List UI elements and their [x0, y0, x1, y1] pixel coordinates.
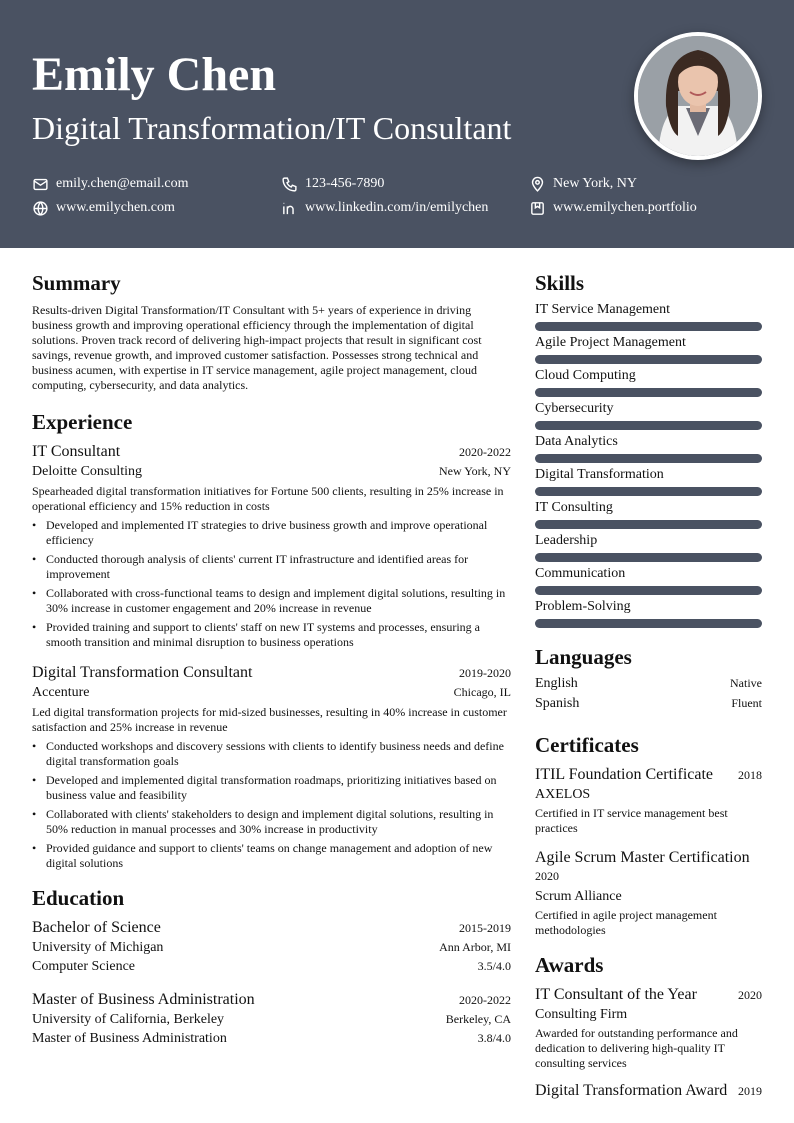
summary-text: Results-driven Digital Transformation/IT Consultant with 5+ years of experience in driving business growth and improving operational efficiency through the implementation of digital solutions. Proven track record of delivering high-impact projects that result in significant cost savings, revenue growth, and improved customer satisfaction. Possesses strong technical and business acumen, with expertise in IT service management, agile project management, cloud computing, cybersecurity, and data analytics. — [32, 303, 482, 392]
certificate-year: 2018 — [738, 768, 762, 782]
awards-heading: Awards — [535, 953, 604, 977]
candidate-title: Digital Transformation/IT Consultant — [32, 110, 512, 146]
skill-bar — [535, 619, 762, 628]
job-bullet: • Conducted thorough analysis of clients' current IT infrastructure and identified areas for improvement — [32, 552, 511, 582]
resume-header — [0, 0, 794, 248]
education-heading: Education — [32, 886, 125, 910]
language-name: Spanish — [535, 696, 580, 711]
skill-bar — [535, 421, 762, 430]
certificate-item — [535, 848, 762, 938]
award-item — [535, 985, 762, 1071]
award-desc: Awarded for outstanding performance and dedication to delivering high-quality IT consulting services — [535, 1026, 738, 1070]
education-field: Master of Business Administration — [32, 1031, 227, 1046]
linkedin-icon — [281, 200, 298, 217]
certificate-issuer: Scrum Alliance — [535, 889, 622, 904]
job-location: New York, NY — [438, 464, 511, 478]
skill-bar — [535, 355, 762, 364]
certificate-issuer: AXELOS — [535, 787, 591, 802]
education-field: Computer Science — [32, 959, 136, 974]
job-bullets — [32, 739, 511, 871]
job-bullet: • Conducted workshops and discovery sessions with clients to identify business needs and define digital transformation goals — [32, 739, 511, 769]
contact-website[interactable] — [32, 198, 175, 218]
job-dates: 2020-2022 — [459, 445, 511, 459]
experience-item — [32, 663, 511, 871]
education-degree: Bachelor of Science — [32, 919, 161, 936]
job-role: Digital Transformation Consultant — [32, 664, 253, 681]
language-name: English — [535, 676, 578, 691]
portfolio-icon — [529, 200, 546, 217]
experience-section — [32, 409, 511, 871]
skills-heading: Skills — [535, 271, 585, 295]
skill-name: Digital Transformation — [535, 467, 664, 482]
job-bullet: • Collaborated with cross-functional teams to design and implement digital solutions, resulting in 30% increase in customer engagement and 20% increase in revenue — [32, 586, 511, 616]
certificate-desc: Certified in IT service management best practices — [535, 806, 728, 835]
skill-bar — [535, 487, 762, 496]
contact-linkedin[interactable] — [281, 198, 488, 218]
award-title: IT Consultant of the Year — [535, 986, 697, 1003]
education-section — [32, 885, 511, 1048]
job-company: Accenture — [32, 685, 90, 700]
job-role: IT Consultant — [32, 443, 121, 460]
job-bullets — [32, 518, 511, 650]
contact-email-text: emily.chen@email.com — [56, 176, 189, 191]
job-bullet: • Provided guidance and support to clients' teams on change management and adoption of new digital solutions — [32, 841, 511, 871]
skill-bar — [535, 388, 762, 397]
contact-email[interactable] — [32, 174, 189, 194]
skill-name: IT Service Management — [535, 302, 671, 317]
skill-bar — [535, 520, 762, 529]
profile-photo — [634, 32, 762, 160]
skill-bar — [535, 553, 762, 562]
location-icon — [529, 176, 546, 193]
certificate-title: Agile Scrum Master Certification — [535, 849, 750, 866]
certificate-item — [535, 765, 762, 836]
award-title: Digital Transformation Award — [535, 1082, 728, 1099]
skill-name: Problem-Solving — [535, 599, 631, 614]
education-item — [32, 918, 511, 976]
language-item — [535, 676, 762, 696]
skill-bar — [535, 586, 762, 595]
job-bullet: • Developed and implemented digital transformation roadmaps, prioritizing initiatives based on business value and feasibility — [32, 773, 511, 803]
award-year: 2020 — [738, 988, 762, 1002]
right-column — [535, 270, 762, 1101]
job-bullet: • Developed and implemented IT strategies to drive business growth and improve operational efficiency — [32, 518, 511, 548]
skill-name: Data Analytics — [535, 434, 618, 449]
language-level: Fluent — [731, 696, 762, 710]
education-dates: 2020-2022 — [459, 993, 511, 1007]
job-summary: Led digital transformation projects for mid-sized businesses, resulting in 40% increase in customer satisfaction and 25% increase in revenue — [32, 705, 507, 734]
award-year: 2019 — [738, 1084, 762, 1098]
education-school: University of California, Berkeley — [32, 1012, 225, 1027]
contact-linkedin-text: www.linkedin.com/in/emilychen — [305, 200, 489, 215]
certificates-section — [535, 732, 762, 938]
education-location: Berkeley, CA — [445, 1012, 511, 1026]
education-gpa: 3.5/4.0 — [477, 959, 511, 973]
skill-name: Communication — [535, 566, 626, 581]
skills-section — [535, 270, 762, 628]
left-column — [32, 270, 511, 1048]
education-dates: 2015-2019 — [459, 921, 511, 935]
job-summary: Spearheaded digital transformation initiatives for Fortune 500 clients, resulting in 25% increase in operational efficiency and 15% reduction in costs — [32, 484, 504, 513]
skill-bar — [535, 322, 762, 331]
skill-name: Cloud Computing — [535, 368, 636, 383]
award-issuer: Consulting Firm — [535, 1007, 628, 1022]
language-level: Native — [730, 676, 762, 690]
education-school: University of Michigan — [32, 940, 164, 955]
education-degree: Master of Business Administration — [32, 991, 255, 1008]
summary-section — [32, 270, 511, 393]
phone-icon — [281, 176, 298, 193]
contact-portfolio-text: www.emilychen.portfolio — [553, 200, 697, 215]
certificate-desc: Certified in agile project management methodologies — [535, 908, 717, 937]
languages-heading: Languages — [535, 645, 632, 669]
job-bullet: • Collaborated with clients' stakeholders to design and implement digital solutions, resulting in 50% reduction in manual processes and 30% increase in productivity — [32, 807, 511, 837]
education-item — [32, 990, 511, 1048]
certificates-heading: Certificates — [535, 733, 639, 757]
mail-icon — [32, 176, 49, 193]
awards-section — [535, 952, 762, 1101]
skill-name: Cybersecurity — [535, 401, 614, 416]
skill-name: Agile Project Management — [535, 335, 686, 350]
job-company: Deloitte Consulting — [32, 464, 143, 479]
skill-bar — [535, 454, 762, 463]
contact-phone-text: 123-456-7890 — [305, 176, 385, 191]
languages-section — [535, 644, 762, 716]
education-gpa: 3.8/4.0 — [477, 1031, 511, 1045]
job-dates: 2019-2020 — [459, 666, 511, 680]
skill-name: IT Consulting — [535, 500, 613, 515]
certificate-title: ITIL Foundation Certificate — [535, 766, 714, 783]
education-location: Ann Arbor, MI — [439, 940, 511, 954]
contact-website-text: www.emilychen.com — [56, 200, 175, 215]
experience-item — [32, 442, 511, 650]
language-item — [535, 696, 762, 716]
candidate-name: Emily Chen — [32, 48, 277, 101]
certificate-year: 2020 — [535, 869, 559, 883]
globe-icon — [32, 200, 49, 217]
skill-name: Leadership — [535, 533, 598, 548]
job-bullet: • Provided training and support to clients' staff on new IT systems and processes, ensuring a smooth transition and minimal disruption to business operations — [32, 620, 511, 650]
contact-phone[interactable] — [281, 174, 384, 194]
contact-location-text: New York, NY — [553, 176, 638, 191]
experience-heading: Experience — [32, 410, 133, 434]
contact-portfolio[interactable] — [529, 198, 697, 218]
summary-heading: Summary — [32, 271, 121, 295]
award-item — [535, 1081, 762, 1101]
job-location: Chicago, IL — [453, 685, 511, 699]
contact-location — [529, 174, 637, 194]
